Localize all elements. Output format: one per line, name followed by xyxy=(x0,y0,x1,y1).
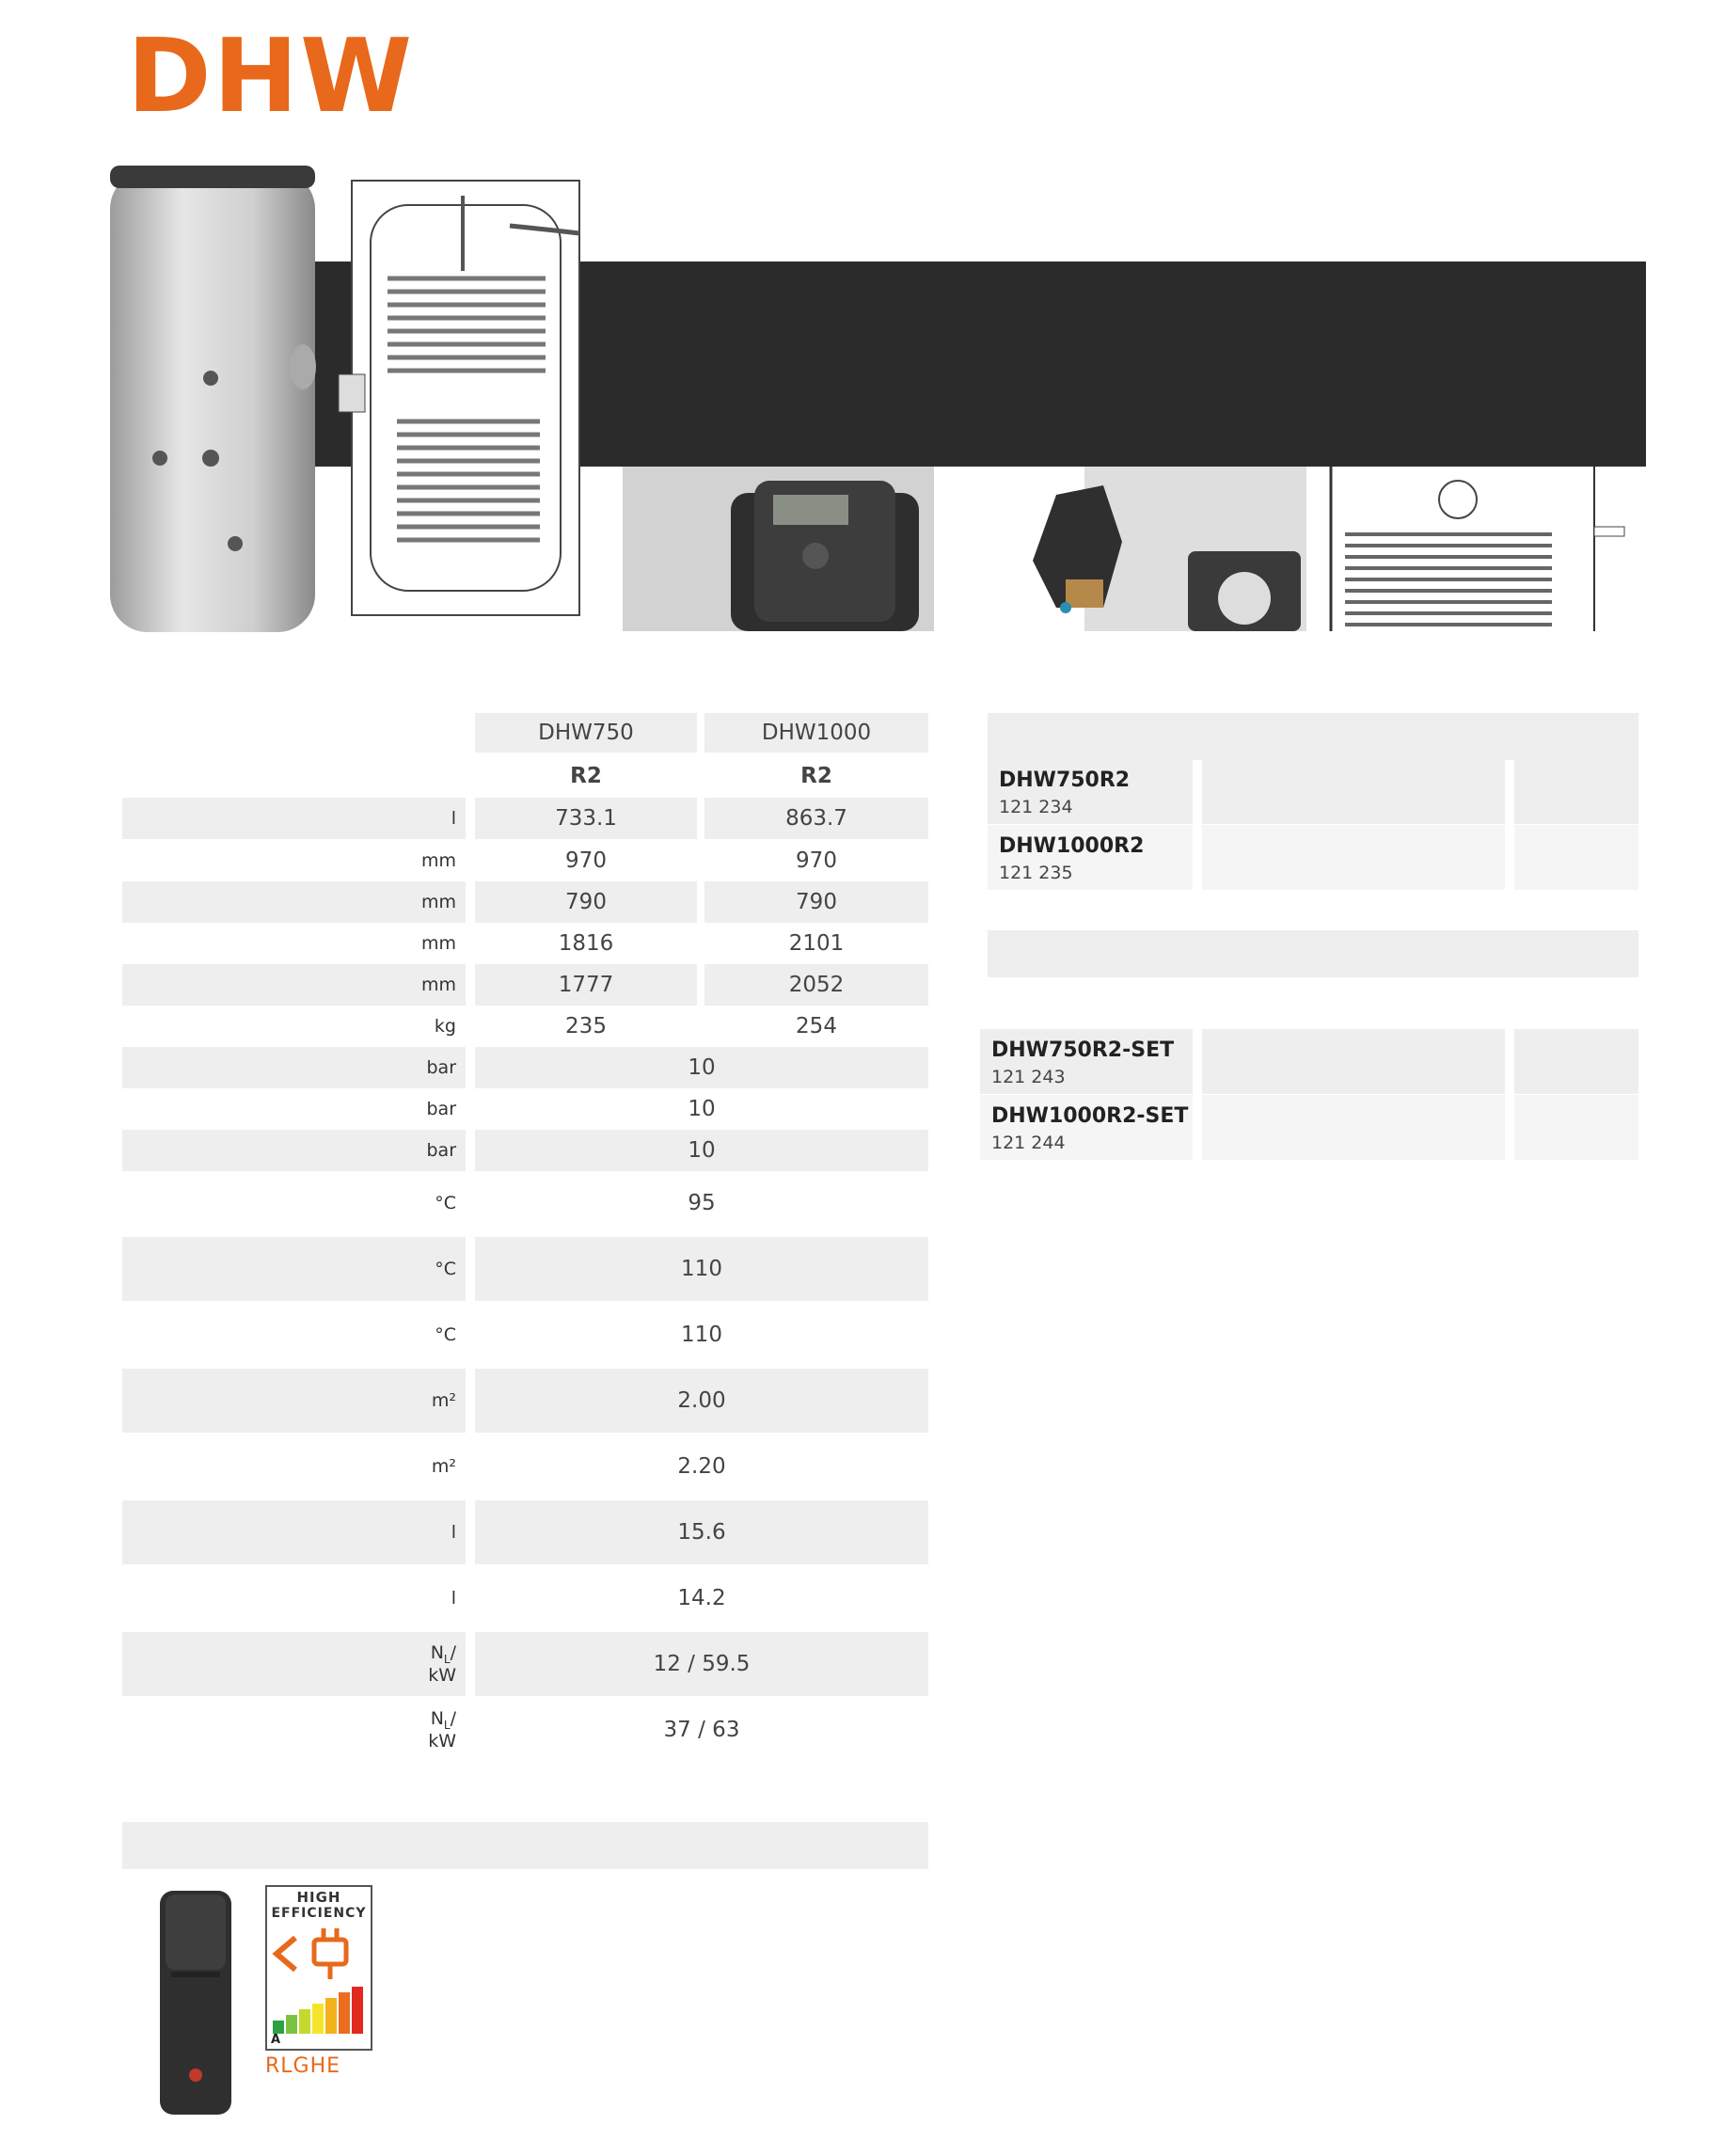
spec-row xyxy=(122,1237,928,1301)
spec-unit: l xyxy=(451,807,456,829)
unit-subscript: L xyxy=(443,1718,451,1732)
spec-value: 2101 xyxy=(788,931,845,956)
spec-row-label-cell xyxy=(122,923,466,964)
spec-value: 863.7 xyxy=(704,798,928,839)
spec-row-label-cell xyxy=(122,1237,466,1301)
spec-row xyxy=(122,1088,928,1130)
pump-group-photo xyxy=(1019,467,1307,631)
spec-row-label-cell xyxy=(122,840,466,881)
spec-unit: mm xyxy=(420,849,456,871)
page-title: DHW xyxy=(127,18,415,135)
spec-value: 254 xyxy=(796,1014,837,1038)
spec-row xyxy=(122,1500,928,1564)
product-name: DHW750R2 xyxy=(999,769,1131,792)
badge-line1: HIGH xyxy=(296,1889,341,1906)
spec-row-label-cell xyxy=(122,1047,466,1088)
spec-unit: °C xyxy=(435,1258,456,1279)
spec-value: 970 xyxy=(796,848,837,873)
spec-value: 1777 xyxy=(475,964,697,1006)
spec-unit: °C xyxy=(435,1324,456,1345)
spec-unit: °C xyxy=(435,1192,456,1213)
set-row xyxy=(988,1029,1638,1094)
spec-value: 2.00 xyxy=(475,1369,928,1433)
spec-value: 95 xyxy=(688,1191,716,1215)
spec-row-label-cell xyxy=(122,798,466,839)
spec-row-label-cell xyxy=(122,1006,466,1047)
spec-row-label-cell xyxy=(122,1171,466,1235)
spec-unit: l xyxy=(451,1521,456,1543)
spec-value: 733.1 xyxy=(475,798,697,839)
spec-row xyxy=(122,923,928,964)
spec-row-label-cell xyxy=(122,964,466,1006)
spec-row-label-cell xyxy=(122,1500,466,1564)
spec-row-label-cell xyxy=(122,1566,466,1630)
spec-row xyxy=(122,881,928,923)
spec-row xyxy=(122,1698,928,1762)
spec-value: 790 xyxy=(704,881,928,923)
spec-value: 110 xyxy=(475,1237,928,1301)
set-name: DHW1000R2-SET xyxy=(991,1104,1189,1128)
spec-unit: bar xyxy=(426,1139,456,1161)
spec-value: 37 / 63 xyxy=(663,1718,740,1742)
spec-row-label-cell xyxy=(122,881,466,923)
spec-unit: m² xyxy=(431,1389,456,1411)
spec-unit: mm xyxy=(420,932,456,954)
order-row xyxy=(988,759,1638,824)
product-name: DHW1000R2 xyxy=(999,834,1145,858)
plug-icon xyxy=(267,1921,371,1987)
badge-caption: RLGHE xyxy=(265,2054,341,2078)
spec-row xyxy=(122,1171,928,1235)
spec-row xyxy=(122,798,928,839)
order-header-bar xyxy=(988,713,1638,760)
controller-photo xyxy=(623,467,934,631)
spec-value: 10 xyxy=(475,1130,928,1171)
spec-row-label-cell xyxy=(122,1632,466,1696)
spec-row-label-cell xyxy=(122,1369,466,1433)
variant-label: R2 xyxy=(800,764,832,788)
spec-row xyxy=(122,1130,928,1171)
spec-value: 12 / 59.5 xyxy=(475,1632,928,1696)
model-header-row xyxy=(122,713,928,753)
spec-unit: $N_L/$ kW xyxy=(428,1641,456,1686)
set-code: 121 244 xyxy=(991,1133,1066,1153)
tank-photo xyxy=(105,162,322,649)
set-row xyxy=(988,1095,1638,1160)
spec-row xyxy=(122,1369,928,1433)
variant-row xyxy=(122,756,928,796)
spec-unit: mm xyxy=(420,974,456,995)
spec-unit: bar xyxy=(426,1056,456,1078)
product-code: 121 234 xyxy=(999,797,1073,817)
efficiency-class: A xyxy=(271,2033,281,2047)
spec-row xyxy=(122,1006,928,1047)
model-header: DHW750 xyxy=(475,713,697,753)
spec-value: 1816 xyxy=(558,931,614,956)
spec-value: 970 xyxy=(565,848,607,873)
spec-row xyxy=(122,1303,928,1367)
coil-detail-diagram xyxy=(1326,467,1637,631)
controller-accessory-image xyxy=(152,1885,239,2120)
spec-value: 10 xyxy=(475,1047,928,1088)
spec-unit: m² xyxy=(431,1455,456,1477)
spec-unit: kg xyxy=(434,1015,456,1037)
order-row xyxy=(988,825,1638,890)
spec-row xyxy=(122,1566,928,1630)
spec-unit: mm xyxy=(420,891,456,912)
spec-value: 790 xyxy=(475,881,697,923)
efficiency-scale-icon xyxy=(269,1987,369,2034)
spec-row-label-cell xyxy=(122,1303,466,1367)
spec-value: 14.2 xyxy=(677,1586,726,1610)
spec-value: 2052 xyxy=(704,964,928,1006)
spec-unit: bar xyxy=(426,1098,456,1119)
spec-unit: l xyxy=(451,1587,456,1609)
spec-row-label-cell xyxy=(122,1088,466,1130)
accessory-header-bar xyxy=(122,1822,928,1869)
spec-value: 2.20 xyxy=(677,1454,726,1479)
spec-row xyxy=(122,964,928,1006)
product-code: 121 235 xyxy=(999,863,1073,883)
set-header-bar xyxy=(988,930,1638,977)
spec-value: 15.6 xyxy=(475,1500,928,1564)
set-name: DHW750R2-SET xyxy=(991,1038,1175,1062)
spec-row xyxy=(122,840,928,881)
set-code: 121 243 xyxy=(991,1067,1066,1087)
spec-row xyxy=(122,1435,928,1498)
spec-row xyxy=(122,1632,928,1696)
high-efficiency-badge xyxy=(265,1885,372,2051)
spec-value: 235 xyxy=(565,1014,607,1038)
model-header: DHW1000 xyxy=(704,713,928,753)
spec-row-label-cell xyxy=(122,1130,466,1171)
unit-subscript: L xyxy=(443,1652,451,1666)
spec-row-label-cell xyxy=(122,1698,466,1762)
variant-label: R2 xyxy=(570,764,602,788)
spec-unit: $N_L/$ kW xyxy=(428,1707,456,1752)
spec-value: 110 xyxy=(681,1323,722,1347)
spec-row-label-cell xyxy=(122,1435,466,1498)
spec-row xyxy=(122,1047,928,1088)
badge-line2: EFFICIENCY xyxy=(271,1906,367,1921)
spec-value: 10 xyxy=(688,1097,716,1121)
tank-cutaway-diagram xyxy=(331,177,604,624)
